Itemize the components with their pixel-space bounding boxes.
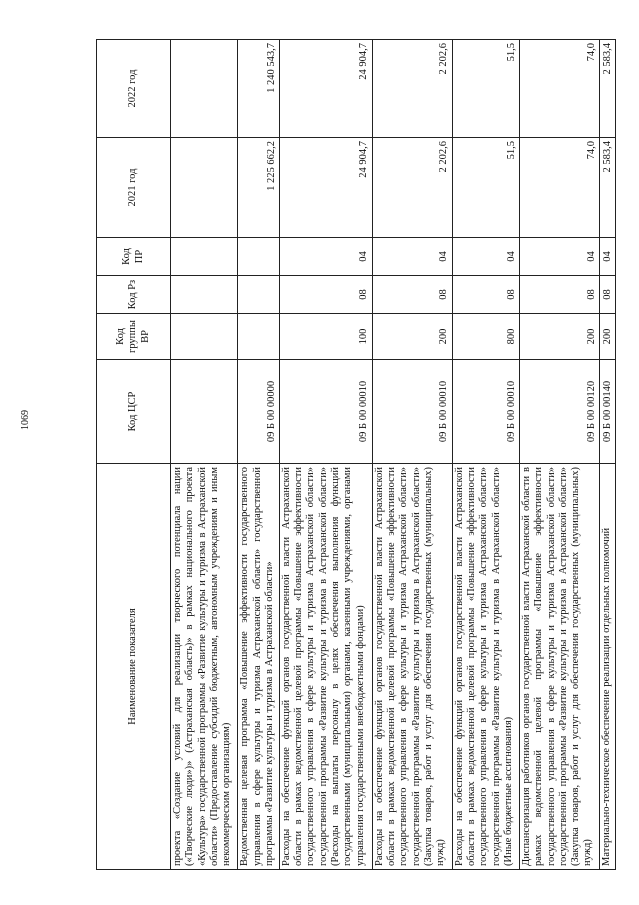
row-2022: 1 240 543,7 (238, 40, 280, 138)
row-vr (238, 314, 280, 360)
header-2022: 2022 год (97, 40, 171, 138)
header-csr: Код ЦСР (97, 360, 171, 464)
row-pr: 04 (372, 238, 452, 276)
row-pr: 04 (519, 238, 599, 276)
row-2021: 24 904,7 (279, 138, 372, 238)
row-2021 (171, 138, 238, 238)
table-row (519, 40, 599, 870)
table-row (600, 40, 616, 870)
row-2022: 2 583,4 (600, 40, 616, 138)
row-rz (238, 276, 280, 314)
row-rz (171, 276, 238, 314)
page-number: 1069 (20, 410, 31, 430)
row-2021: 74,0 (519, 138, 599, 238)
row-pr: 04 (452, 238, 519, 276)
row-rz: 08 (452, 276, 519, 314)
row-name: Расходы на обеспечение функций органов государственной власти Астраханской области в рамках ведомственной целевой программы «Повышение эффективности государственного управления в сфере культуры и туризма Астраханской области» государственной программы «Развитие культуры и туризма в Астраханской области» (Расходы на выплаты персоналу в целях обеспечения выполнения функций государственными (муниципальными) органами, казенными учреждениями, органами управления государственными внебюджетными фондами) (279, 464, 372, 870)
row-csr: 09 Б 00 00010 (372, 360, 452, 464)
row-name: Расходы на обеспечение функций органов государственной власти Астраханской области в рамках ведомственной целевой программы «Повышение эффективности государственного управления в сфере культуры и туризма Астраханской области» государственной программы «Развитие культуры и туризма в Астраханской области» (Закупка товаров, работ и услуг для обеспечения государственных (муниципальных) нужд) (372, 464, 452, 870)
row-name: Материально-техническое обеспечение реализации отдельных полномочий (600, 464, 616, 870)
row-2022: 24 904,7 (279, 40, 372, 138)
row-pr: 04 (279, 238, 372, 276)
header-row (97, 40, 171, 870)
row-2021: 2 583,4 (600, 138, 616, 238)
row-2022: 51,5 (452, 40, 519, 138)
header-vr: Код группы ВР (97, 314, 171, 360)
row-rz: 08 (279, 276, 372, 314)
row-vr: 100 (279, 314, 372, 360)
row-name: Ведомственная целевая программа «Повышение эффективности государственного управления в сфере культуры и туризма Астраханской области» государственной программы «Развитие культуры и туризма в Астраханской области» (238, 464, 280, 870)
row-name: Расходы на обеспечение функций органов государственной власти Астраханской области в рамках ведомственной целевой программы «Повышение эффективности государственного управления в сфере культуры и туризма Астраханской области» государственной программы «Развитие культуры и туризма в Астраханской области» (Иные бюджетные ассигнования) (452, 464, 519, 870)
row-vr (171, 314, 238, 360)
row-pr (238, 238, 280, 276)
row-vr: 800 (452, 314, 519, 360)
row-name: проекта «Создание условий для реализации творческого потенциала нации («Творческие люди»)» (Астраханская область)» в рамках национального проекта «Культура» государственной программы «Развитие культуры и туризма в Астраханской области» (Предоставление субсидий бюджетным, автономным учреждениям и иным некоммерческим организациям) (171, 464, 238, 870)
budget-table (96, 39, 616, 870)
table-row (372, 40, 452, 870)
table-row (171, 40, 238, 870)
row-2021: 51,5 (452, 138, 519, 238)
row-rz: 08 (519, 276, 599, 314)
row-csr: 09 Б 00 00010 (452, 360, 519, 464)
row-pr: 04 (600, 238, 616, 276)
row-vr: 200 (519, 314, 599, 360)
table-row (238, 40, 280, 870)
header-rz: Код Рз (97, 276, 171, 314)
row-vr: 200 (600, 314, 616, 360)
rotated-page-content (96, 40, 616, 870)
row-2022: 2 202,6 (372, 40, 452, 138)
header-name: Наименование показателя (97, 464, 171, 870)
row-rz: 08 (372, 276, 452, 314)
row-pr (171, 238, 238, 276)
row-2022: 74,0 (519, 40, 599, 138)
row-rz: 08 (600, 276, 616, 314)
row-vr: 200 (372, 314, 452, 360)
row-csr (171, 360, 238, 464)
header-pr: Код ПР (97, 238, 171, 276)
table-row (279, 40, 372, 870)
row-csr: 09 Б 00 00010 (279, 360, 372, 464)
row-csr: 09 Б 00 00120 (519, 360, 599, 464)
header-2021: 2021 год (97, 138, 171, 238)
row-csr: 09 Б 00 00140 (600, 360, 616, 464)
row-2022 (171, 40, 238, 138)
table-row (452, 40, 519, 870)
row-name: Диспансеризация работников органов государственной власти Астраханской области в рамках ведомственной целевой программы «Повышение эффективности государственного управления в сфере культуры и туризма Астраханской области» государственной программы «Развитие культуры и туризма в Астраханской области» (Закупка товаров, работ и услуг для обеспечения государственных (муниципальных) нужд) (519, 464, 599, 870)
row-2021: 2 202,6 (372, 138, 452, 238)
row-csr: 09 Б 00 00000 (238, 360, 280, 464)
row-2021: 1 225 662,2 (238, 138, 280, 238)
